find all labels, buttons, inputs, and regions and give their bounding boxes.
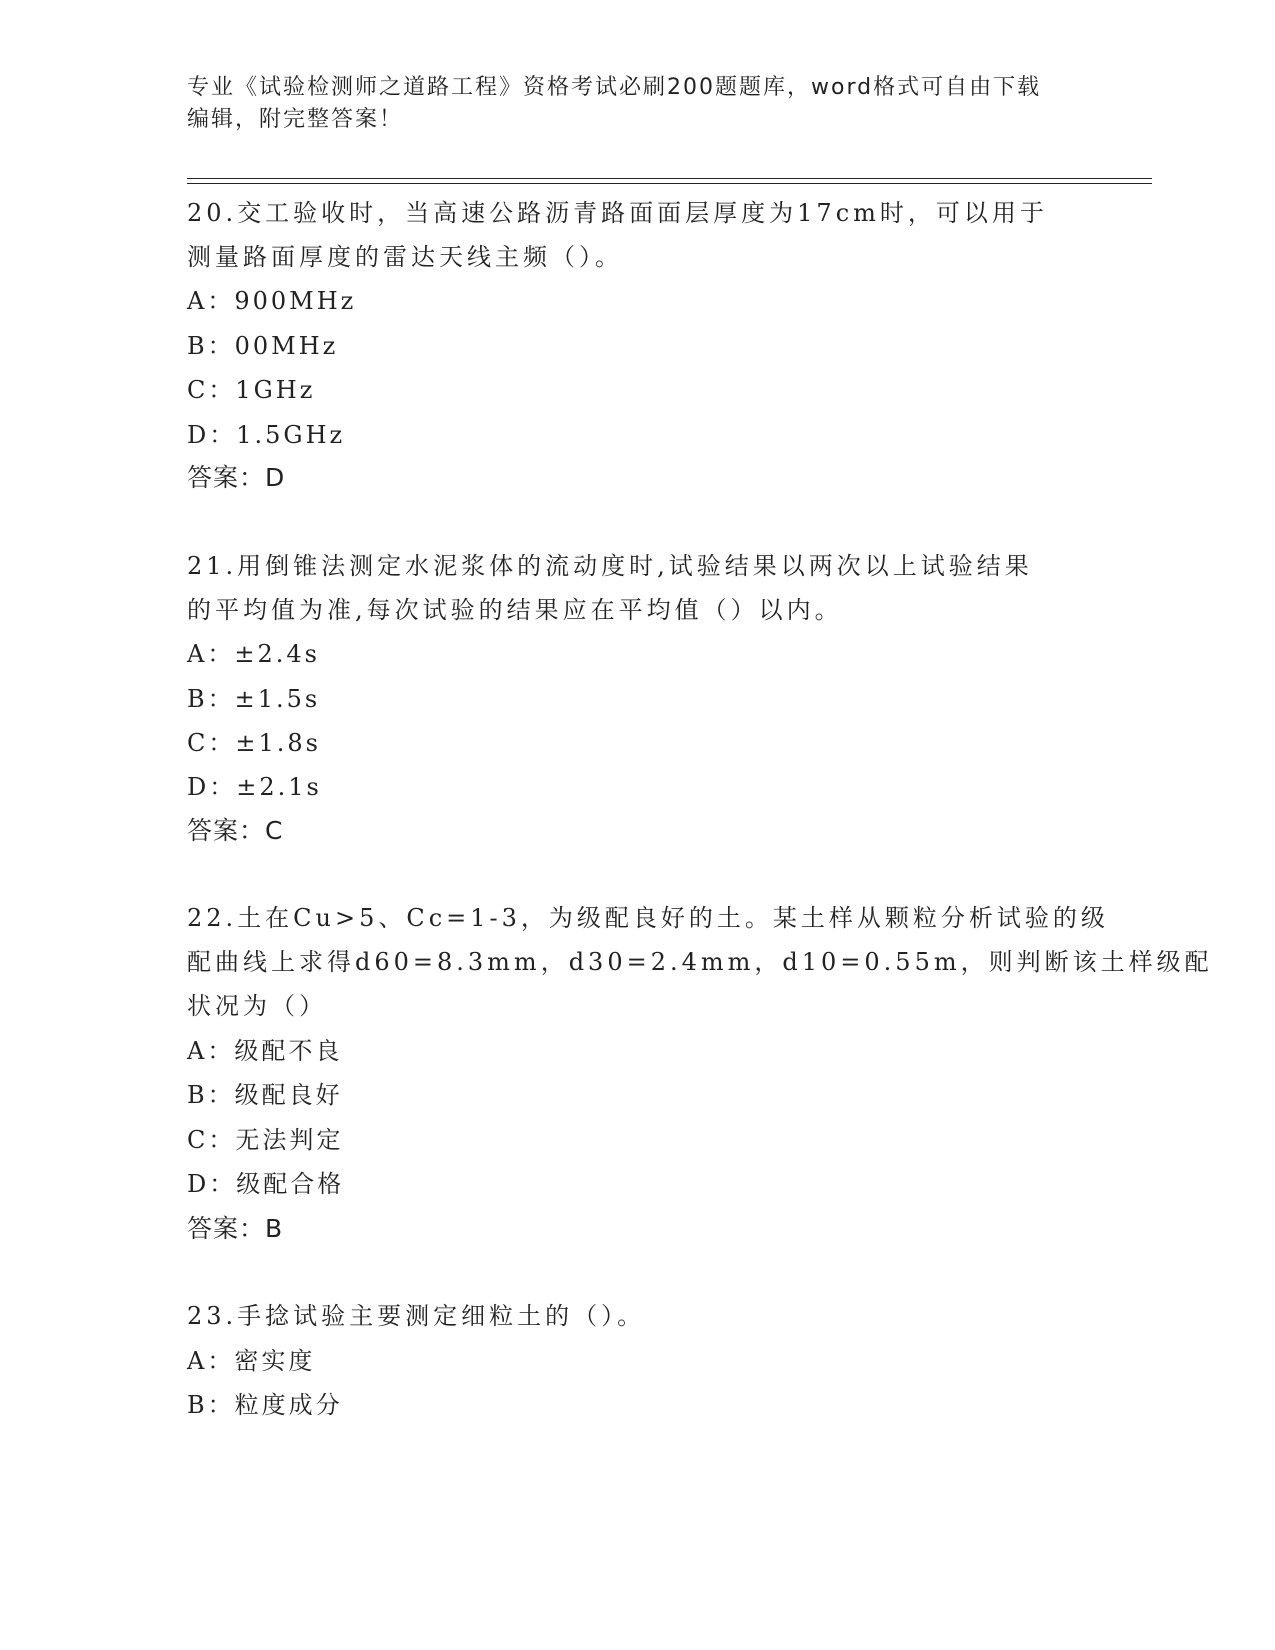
question-20-option-a: A：900MHz	[187, 287, 357, 315]
question-20-option-c: C：1GHz	[187, 376, 316, 404]
header-divider-top	[187, 178, 1152, 179]
question-20-stem-line-1: 20.交工验收时，当高速公路沥青路面面层厚度为17cm时，可以用于	[187, 199, 1048, 227]
question-21-option-c: C：±1.8s	[187, 729, 321, 757]
question-23-stem-line-1: 23.手捻试验主要测定细粒土的（）。	[187, 1302, 646, 1330]
question-21-option-b: B：±1.5s	[187, 685, 321, 713]
question-20-answer: 答案：D	[187, 463, 286, 492]
question-23-option-b: B：粒度成分	[187, 1391, 343, 1419]
question-22-stem-line-1: 22.土在Cu>5、Cc=1-3，为级配良好的土。某土样从颗粒分析试验的级	[187, 904, 1109, 932]
question-22-answer: 答案：B	[187, 1214, 284, 1243]
question-20-option-b: B：00MHz	[187, 332, 339, 360]
header-divider-bottom	[187, 183, 1152, 184]
question-22-option-d: D：级配合格	[187, 1170, 345, 1198]
question-22-option-c: C：无法判定	[187, 1126, 344, 1154]
question-23-option-a: A：密实度	[187, 1347, 316, 1375]
header-title-line-2: 编辑，附完整答案！	[187, 107, 404, 132]
question-21-answer: 答案：C	[187, 816, 284, 845]
question-21-option-d: D：±2.1s	[187, 773, 322, 801]
question-22-option-b: B：级配良好	[187, 1081, 343, 1109]
header-title-line-1: 专业《试验检测师之道路工程》资格考试必刷200题题库，word格式可自由下载	[187, 75, 1042, 100]
question-22-stem-line-2: 配曲线上求得d60=8.3mm，d30=2.4mm，d10=0.55m，则判断该土样级配	[187, 948, 1213, 976]
question-21-option-a: A：±2.4s	[187, 640, 320, 668]
question-21-stem-line-2: 的平均值为准,每次试验的结果应在平均值（）以内。	[187, 596, 843, 624]
question-20-option-d: D：1.5GHz	[187, 421, 346, 449]
question-21-stem-line-1: 21.用倒锥法测定水泥浆体的流动度时,试验结果以两次以上试验结果	[187, 552, 1033, 580]
question-22-option-a: A：级配不良	[187, 1037, 343, 1065]
question-20-stem-line-2: 测量路面厚度的雷达天线主频（）。	[187, 243, 623, 271]
question-22-stem-line-3: 状况为（）	[187, 992, 327, 1020]
